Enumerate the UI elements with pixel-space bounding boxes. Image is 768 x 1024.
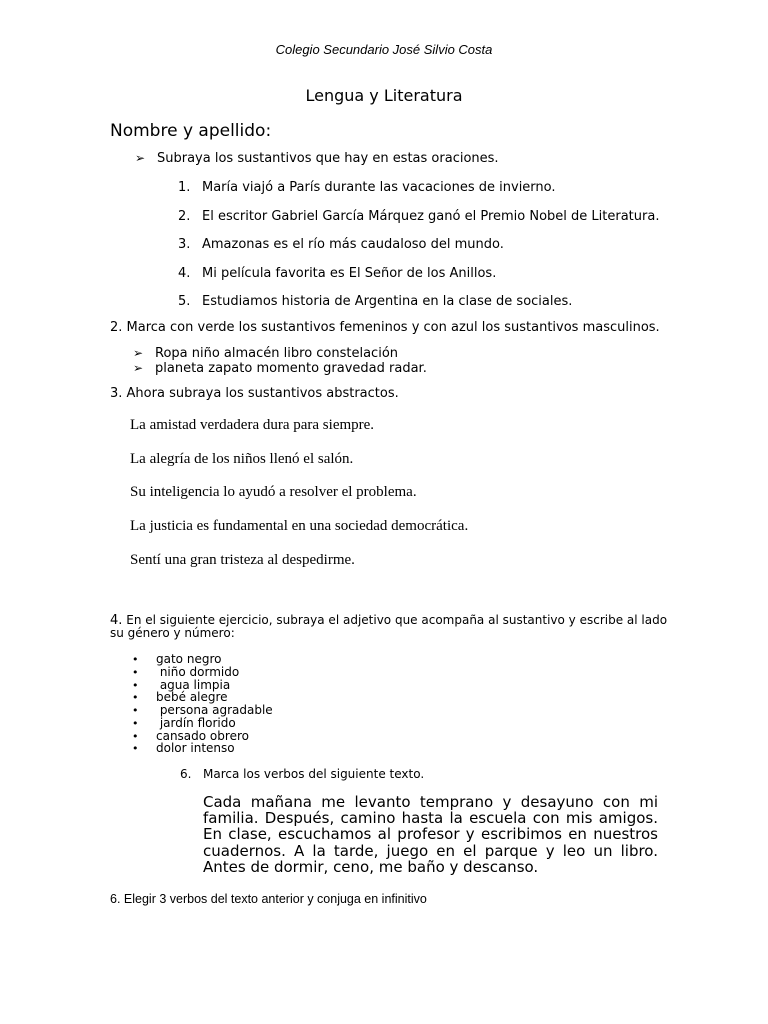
list-item: Su inteligencia lo ayudó a resolver el problema. bbox=[130, 484, 417, 501]
bullet-icon: • bbox=[132, 665, 139, 679]
arrow-bullet-icon: ➢ bbox=[133, 346, 144, 360]
list-item: 1. María viajó a París durante las vacaciones de invierno. bbox=[178, 180, 556, 195]
q5-instruction: 6. Marca los verbos del siguiente texto. bbox=[180, 767, 425, 781]
list-item: La alegría de los niños llenó el salón. bbox=[130, 450, 354, 467]
q6-instruction: 6. Elegir 3 verbos del texto anterior y conjuga en infinitivo bbox=[110, 892, 427, 906]
list-item: • gato negro bbox=[132, 652, 222, 666]
bullet-icon: • bbox=[132, 716, 139, 730]
q4-number: 4. bbox=[110, 613, 123, 628]
page-title: Lengua y Literatura bbox=[305, 86, 463, 105]
list-item: La amistad verdadera dura para siempre. bbox=[130, 417, 375, 433]
bullet-icon: • bbox=[132, 742, 139, 756]
q2-word-list bbox=[133, 346, 427, 376]
list-item: • dolor intenso bbox=[132, 741, 235, 756]
q3-sentence-list bbox=[130, 417, 468, 585]
school-header: Colegio Secundario José Silvio Costa bbox=[275, 42, 493, 57]
list-item: • niño dormido bbox=[132, 664, 240, 679]
bullet-icon: • bbox=[132, 691, 139, 705]
list-item: 5. Estudiamos historia de Argentina en la clase de sociales. bbox=[178, 294, 573, 309]
list-item: • agua limpia bbox=[132, 677, 231, 692]
list-item: • bebé alegre bbox=[132, 690, 228, 705]
arrow-bullet-icon: ➢ bbox=[135, 151, 146, 165]
bullet-icon: • bbox=[132, 678, 139, 692]
list-item: ➢ planeta zapato momento gravedad radar. bbox=[133, 361, 427, 376]
q1-sentence-list bbox=[178, 180, 659, 323]
q4-phrase-list bbox=[132, 653, 273, 755]
q1-instruction-row bbox=[135, 151, 499, 166]
q3-instruction: 3. Ahora subraya los sustantivos abstractos. bbox=[110, 386, 399, 401]
bullet-icon: • bbox=[132, 729, 139, 743]
bullet-icon: • bbox=[132, 653, 139, 666]
verb-paragraph: Cada mañana me levanto temprano y desayuno con mi familia. Después, camino hasta la escuela con mis amigos. En clase, escuchamos al profesor y escribimos en nuestros cuadernos. A la tarde, juego en el parque y leo un libro. Antes de dormir, ceno, me baño y descanso. bbox=[203, 793, 658, 876]
list-item: Sentí una gran tristeza al despedirme. bbox=[130, 551, 355, 568]
list-item: • persona agradable bbox=[132, 703, 273, 717]
q1-instruction: Subraya los sustantivos que hay en estas oraciones. bbox=[157, 151, 499, 166]
list-item: 2. El escritor Gabriel García Márquez ganó el Premio Nobel de Literatura. bbox=[178, 208, 660, 224]
list-item: La justicia es fundamental en una sociedad democrática. bbox=[130, 518, 469, 535]
list-item: 4. Mi película favorita es El Señor de los Anillos. bbox=[178, 265, 497, 281]
list-item: • cansado obrero bbox=[132, 728, 249, 743]
arrow-bullet-icon: ➢ bbox=[133, 361, 144, 375]
q5-number: 6. bbox=[180, 767, 192, 781]
bullet-icon: • bbox=[132, 704, 139, 717]
list-item: • jardín florido bbox=[132, 715, 236, 730]
q4-instruction: 4. En el siguiente ejercicio, subraya el adjetivo que acompaña al sustantivo y escribe al lado su género y número: bbox=[110, 613, 668, 640]
list-item: 3. Amazonas es el río más caudaloso del mundo. bbox=[178, 237, 504, 252]
q2-instruction: 2. Marca con verde los sustantivos femeninos y con azul los sustantivos masculinos. bbox=[110, 320, 660, 335]
name-label: Nombre y apellido: bbox=[110, 121, 272, 141]
list-item: ➢ Ropa niño almacén libro constelación bbox=[133, 346, 399, 361]
